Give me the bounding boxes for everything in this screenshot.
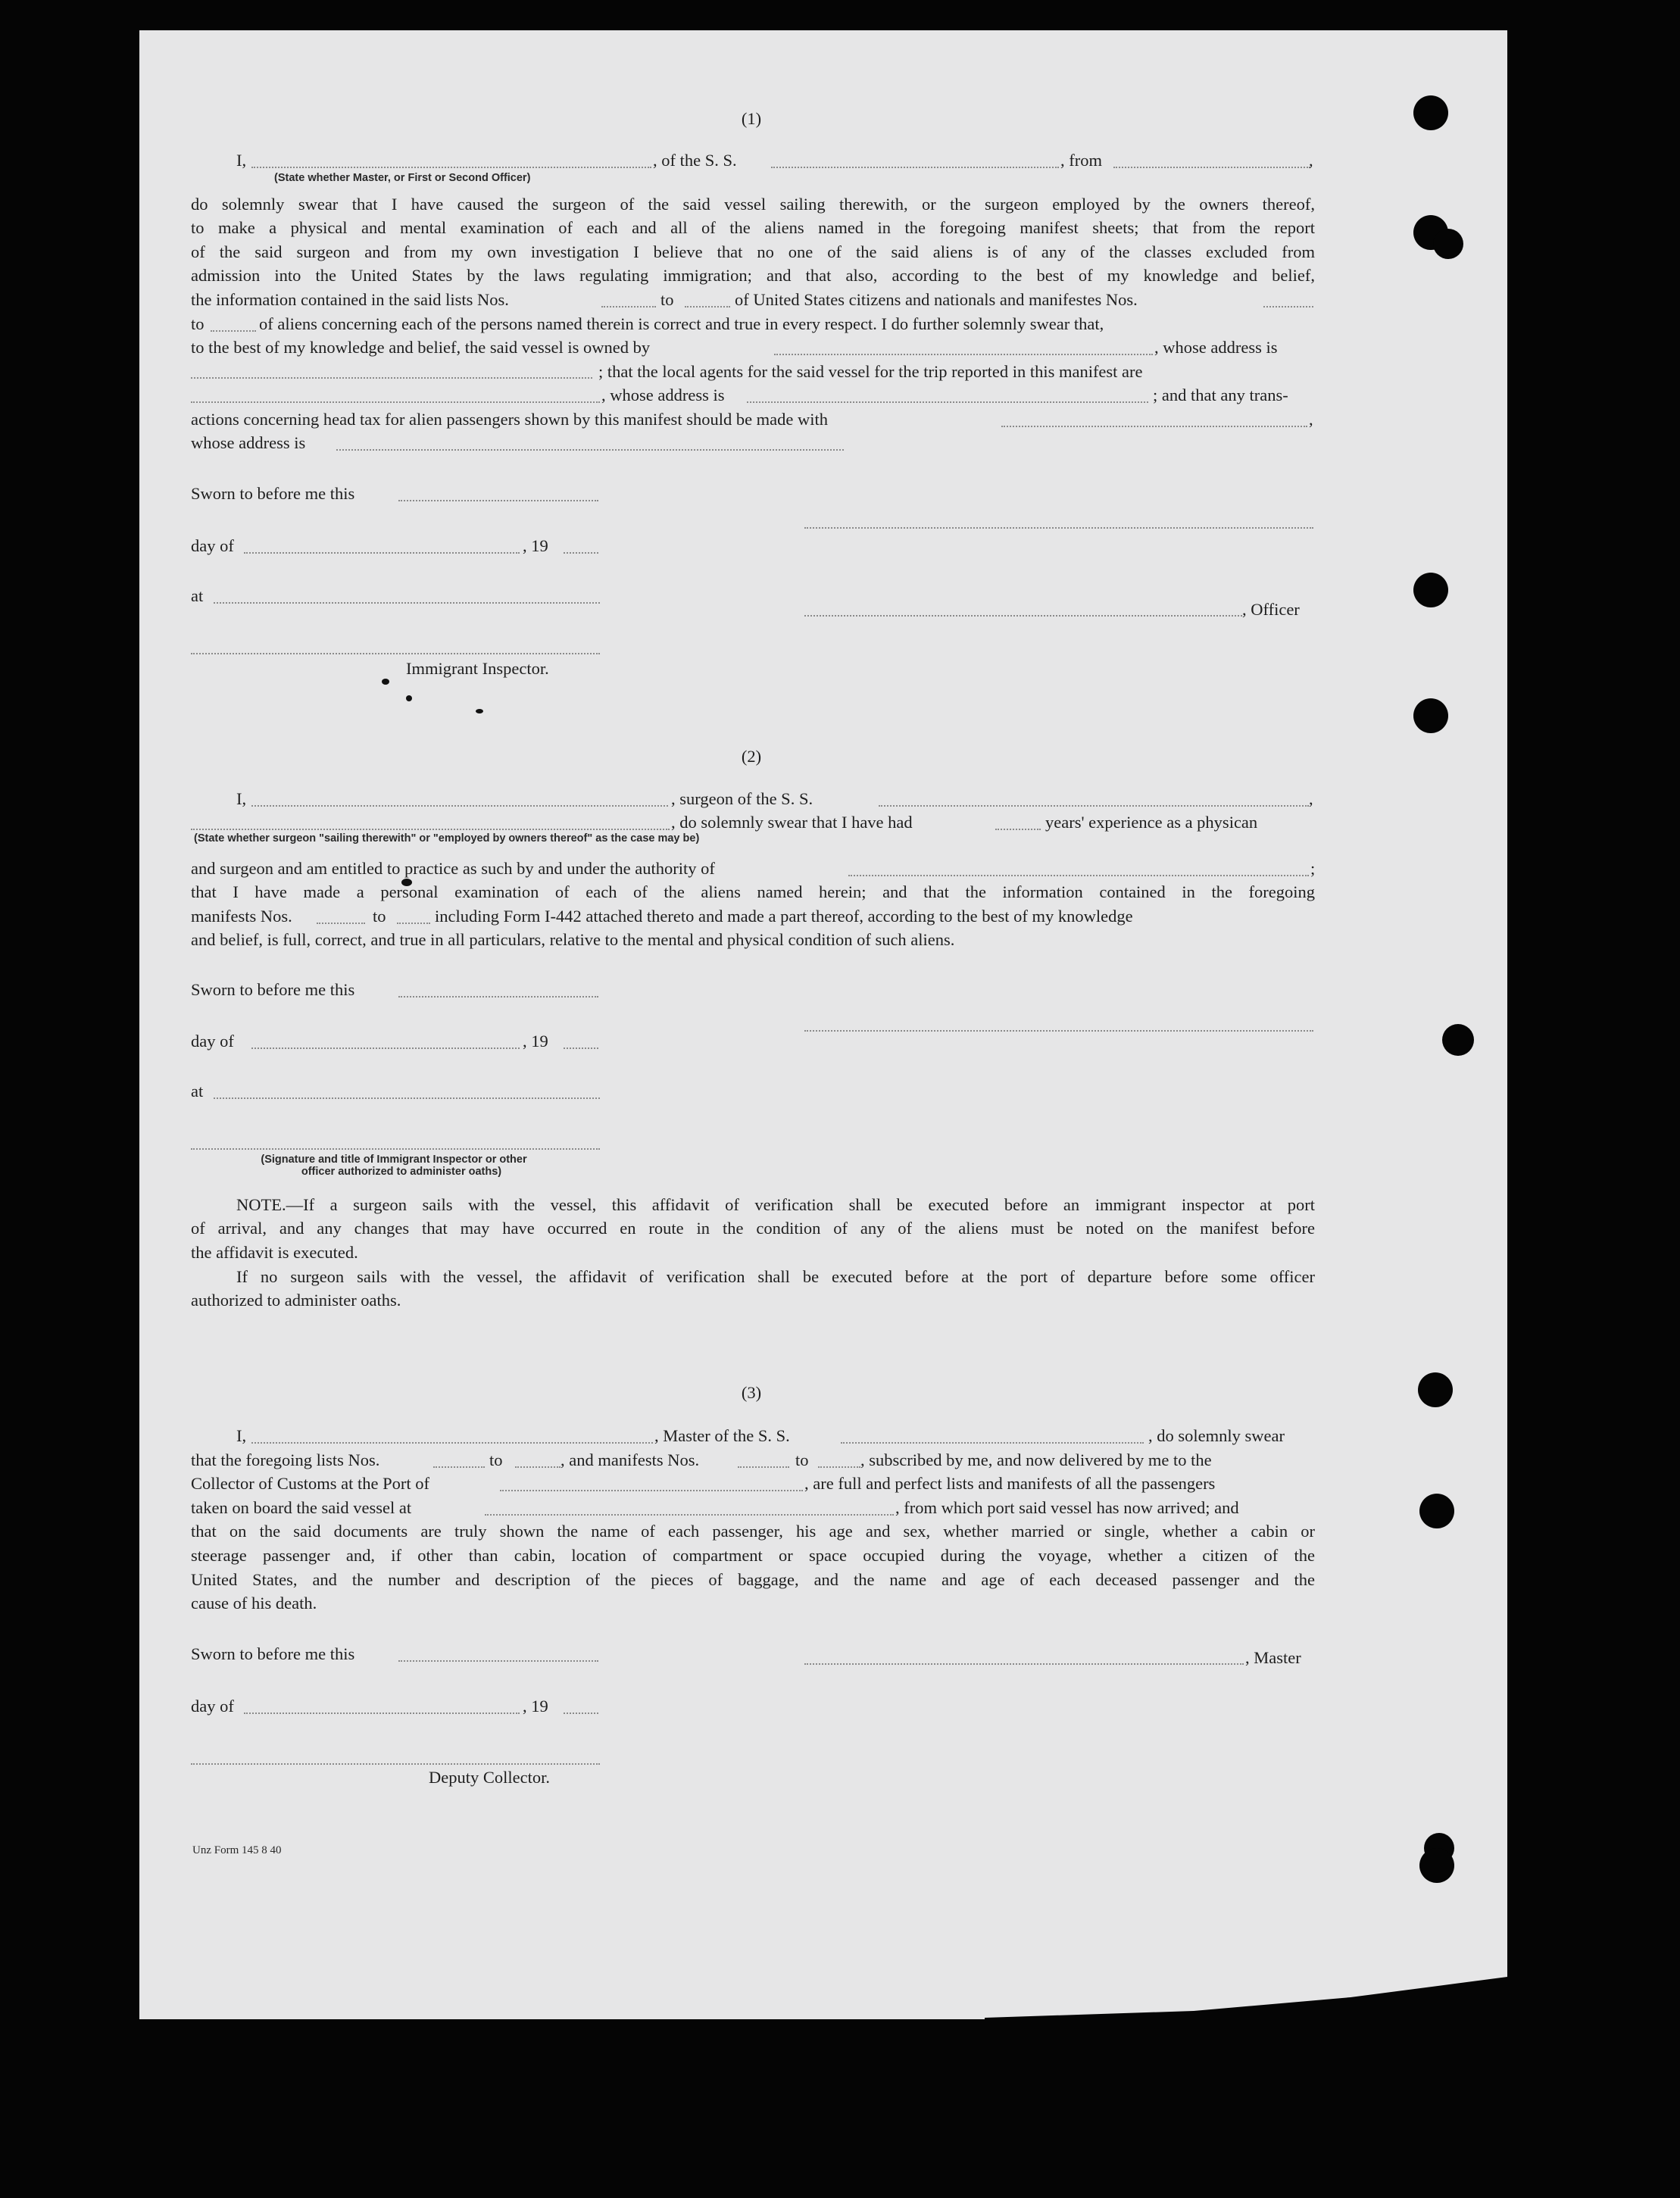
signature-field[interactable] bbox=[804, 1030, 1313, 1032]
surgeon-status-field[interactable] bbox=[191, 829, 670, 830]
at-label: at bbox=[191, 1082, 204, 1101]
deputy-label: Deputy Collector. bbox=[429, 1768, 550, 1787]
year-field[interactable] bbox=[564, 1713, 598, 1714]
note-line: the affidavit is executed. bbox=[191, 1243, 358, 1262]
section-2-i: I, bbox=[236, 789, 247, 808]
departure-port-field[interactable] bbox=[485, 1514, 894, 1516]
to-label: to bbox=[191, 314, 205, 333]
binder-hole bbox=[1419, 1848, 1454, 1883]
year-label: , 19 bbox=[523, 1697, 548, 1716]
section-1-i: I, bbox=[236, 151, 247, 170]
to-label: to bbox=[373, 907, 386, 926]
deputy-sign-field[interactable] bbox=[191, 1763, 600, 1765]
section-3-line: cause of his death. bbox=[191, 1594, 317, 1613]
lists-to-field[interactable] bbox=[685, 306, 730, 308]
sworn-label: Sworn to before me this bbox=[191, 484, 355, 503]
inspector-sign-field[interactable] bbox=[191, 653, 600, 654]
section-1-line: admission into the United States by the laws regulating immigration; and that also, according to the best of my knowledge and belief, bbox=[191, 266, 1315, 285]
owner-address-field[interactable] bbox=[191, 377, 592, 379]
lists-text: , are full and perfect lists and manifests of all the passengers bbox=[804, 1474, 1216, 1493]
transactions-text: ; and that any trans- bbox=[1153, 386, 1288, 404]
section-2-line: that I have made a personal examination of each of the aliens named herein; and that the information contained in the foregoing bbox=[191, 882, 1315, 901]
swear-text: , do solemnly swear bbox=[1148, 1426, 1285, 1445]
month-field[interactable] bbox=[244, 1713, 520, 1714]
surgeon-vessel-field[interactable] bbox=[879, 805, 1309, 807]
binder-hole bbox=[1433, 229, 1463, 259]
section-1-number: (1) bbox=[741, 109, 762, 128]
inspector-label: Immigrant Inspector. bbox=[406, 659, 549, 678]
taken-on-text: taken on board the said vessel at bbox=[191, 1498, 412, 1517]
binder-hole bbox=[1413, 698, 1448, 733]
note-line: authorized to administer oaths. bbox=[191, 1291, 401, 1310]
head-tax-address-field[interactable] bbox=[336, 449, 844, 451]
month-field[interactable] bbox=[251, 1047, 520, 1049]
master-label: , Master bbox=[1245, 1648, 1301, 1667]
manifests-from-field[interactable] bbox=[1263, 306, 1313, 308]
section-3-number: (3) bbox=[741, 1383, 762, 1402]
binder-hole bbox=[1413, 573, 1448, 607]
section-1-line: do solemnly swear that I have caused the surgeon of the said vessel sailing therewith, or the surgeon employed by the owners thereof, bbox=[191, 195, 1315, 214]
surgeon-name-field[interactable] bbox=[251, 805, 668, 807]
manifests-from-field[interactable] bbox=[738, 1466, 789, 1468]
day-of-label: day of bbox=[191, 1032, 234, 1051]
at-label: at bbox=[191, 586, 204, 605]
place-field[interactable] bbox=[214, 1097, 600, 1099]
subscribed-text: , subscribed by me, and now delivered by me to the bbox=[860, 1450, 1212, 1469]
master-name-field[interactable] bbox=[251, 1442, 653, 1444]
address-label: , whose address is bbox=[1154, 338, 1278, 357]
year-label: , 19 bbox=[523, 536, 548, 555]
lists-from-field[interactable] bbox=[601, 306, 656, 308]
from-label: , from bbox=[1060, 151, 1102, 170]
surgeon-note: (State whether surgeon "sailing therewith" or "employed by owners thereof" as the case may be) bbox=[194, 832, 700, 845]
note-line: If no surgeon sails with the vessel, the affidavit of verification shall be executed before at the port of departure before some officer bbox=[236, 1267, 1315, 1286]
master-vessel-field[interactable] bbox=[841, 1442, 1144, 1444]
owned-by-label: to the best of my knowledge and belief, the said vessel is owned by bbox=[191, 338, 651, 357]
year-field[interactable] bbox=[564, 552, 598, 554]
year-label: , 19 bbox=[523, 1032, 548, 1051]
master-sign-field[interactable] bbox=[804, 1663, 1244, 1665]
inspector-sign-field[interactable] bbox=[191, 1148, 600, 1150]
note-line: NOTE.—If a surgeon sails with the vessel, this affidavit of verification shall be executed before an immigrant inspector at port bbox=[236, 1195, 1315, 1214]
from-port-field[interactable] bbox=[1113, 167, 1310, 168]
ink-speck bbox=[382, 679, 389, 685]
agents-field[interactable] bbox=[191, 401, 600, 403]
signature-field[interactable] bbox=[804, 527, 1313, 529]
sworn-label: Sworn to before me this bbox=[191, 1644, 355, 1663]
ink-speck bbox=[476, 709, 483, 713]
sworn-label: Sworn to before me this bbox=[191, 980, 355, 999]
form-id: Unz Form 145 8 40 bbox=[192, 1844, 282, 1856]
officer-label: , Officer bbox=[1242, 600, 1300, 619]
binder-hole bbox=[1418, 1372, 1453, 1407]
day-of-label: day of bbox=[191, 536, 234, 555]
signature-note: officer authorized to administer oaths) bbox=[301, 1166, 502, 1178]
manifests-label: of United States citizens and nationals and manifestes Nos. bbox=[735, 290, 1138, 309]
manifests-label: manifests Nos. bbox=[191, 907, 292, 926]
port-label: Collector of Customs at the Port of bbox=[191, 1474, 429, 1493]
head-tax-field[interactable] bbox=[1001, 426, 1307, 427]
officer-name-field[interactable] bbox=[251, 167, 651, 168]
section-3-i: I, bbox=[236, 1426, 247, 1445]
manifests-to-field[interactable] bbox=[818, 1466, 860, 1468]
lists-label: that the foregoing lists Nos. bbox=[191, 1450, 380, 1469]
place-field[interactable] bbox=[214, 602, 600, 604]
authority-text: and surgeon and am entitled to practice as such by and under the authority of bbox=[191, 859, 715, 878]
of-ss-label: , of the S. S. bbox=[653, 151, 737, 170]
binder-hole bbox=[1413, 95, 1448, 130]
year-field[interactable] bbox=[564, 1047, 598, 1049]
section-3-line: that on the said documents are truly shown the name of each passenger, his age and sex, whether married or single, whether a cabin or bbox=[191, 1522, 1315, 1541]
aliens-text: of aliens concerning each of the persons named therein is correct and true in every respect. I do further solemnly swear that, bbox=[259, 314, 1104, 333]
sworn-date-field[interactable] bbox=[398, 996, 598, 998]
section-1-line: of the said surgeon and from my own investigation I believe that no one of the said aliens is of any of the classes excluded from bbox=[191, 242, 1315, 261]
head-tax-text: actions concerning head tax for alien passengers shown by this manifest should be made with bbox=[191, 410, 829, 429]
master-of-label: , Master of the S. S. bbox=[654, 1426, 790, 1445]
comma: , bbox=[1309, 151, 1313, 170]
including-text: including Form I-442 attached thereto and made a part thereof, according to the best of my knowledge bbox=[435, 907, 1133, 926]
owner-field[interactable] bbox=[774, 354, 1153, 355]
semicolon: ; bbox=[1310, 859, 1316, 878]
manifests-label: , and manifests Nos. bbox=[561, 1450, 700, 1469]
years-text: years' experience as a physican bbox=[1045, 813, 1258, 832]
to-label: to bbox=[660, 290, 674, 309]
binder-hole bbox=[1442, 1024, 1474, 1056]
ink-speck bbox=[406, 695, 412, 701]
address-label: , whose address is bbox=[601, 386, 725, 404]
surgeon-of-label: , surgeon of the S. S. bbox=[671, 789, 813, 808]
comma: , bbox=[1309, 789, 1313, 808]
port-field[interactable] bbox=[500, 1490, 803, 1491]
authority-field[interactable] bbox=[848, 875, 1309, 876]
manifests-from-field[interactable] bbox=[317, 923, 365, 924]
binder-hole bbox=[1419, 1494, 1454, 1528]
sworn-date-field[interactable] bbox=[398, 500, 598, 501]
officer-note: (State whether Master, or First or Second Officer) bbox=[274, 172, 531, 184]
arrived-text: , from which port said vessel has now arrived; and bbox=[895, 1498, 1239, 1517]
address-label: whose address is bbox=[191, 433, 306, 452]
officer-sign-field[interactable] bbox=[804, 615, 1242, 617]
section-3-line: United States, and the number and description of the pieces of baggage, and the name and age of each deceased passenger and the bbox=[191, 1570, 1315, 1589]
swear-text: , do solemnly swear that I have had bbox=[671, 813, 913, 832]
signature-note: (Signature and title of Immigrant Inspector or other bbox=[261, 1154, 527, 1166]
manifests-to-field[interactable] bbox=[397, 923, 430, 924]
section-2-number: (2) bbox=[741, 747, 762, 766]
section-2-line: and belief, is full, correct, and true in all particulars, relative to the mental and physical condition of such aliens. bbox=[191, 930, 955, 949]
lists-label: the information contained in the said lists Nos. bbox=[191, 290, 509, 309]
lists-from-field[interactable] bbox=[433, 1466, 485, 1468]
month-field[interactable] bbox=[244, 552, 520, 554]
section-1-line: to make a physical and mental examination of each and all of the aliens named in the foregoing manifest sheets; that from the report bbox=[191, 218, 1315, 237]
section-3-line: steerage passenger and, if other than cabin, location of compartment or space occupied during the voyage, whether a citizen of the bbox=[191, 1546, 1315, 1565]
to-label: to bbox=[795, 1450, 809, 1469]
note-line: of arrival, and any changes that may have occurred en route in the condition of any of the aliens must be noted on the manifest before bbox=[191, 1219, 1315, 1238]
agents-address-field[interactable] bbox=[747, 401, 1148, 403]
day-of-label: day of bbox=[191, 1697, 234, 1716]
local-agents-text: ; that the local agents for the said vessel for the trip reported in this manifest are bbox=[598, 362, 1143, 381]
sworn-date-field[interactable] bbox=[398, 1660, 598, 1662]
manifests-to-field[interactable] bbox=[211, 330, 256, 332]
years-field[interactable] bbox=[995, 829, 1041, 830]
comma: , bbox=[1309, 410, 1313, 429]
to-label: to bbox=[489, 1450, 503, 1469]
lists-to-field[interactable] bbox=[515, 1466, 561, 1468]
vessel-name-field[interactable] bbox=[771, 167, 1059, 168]
